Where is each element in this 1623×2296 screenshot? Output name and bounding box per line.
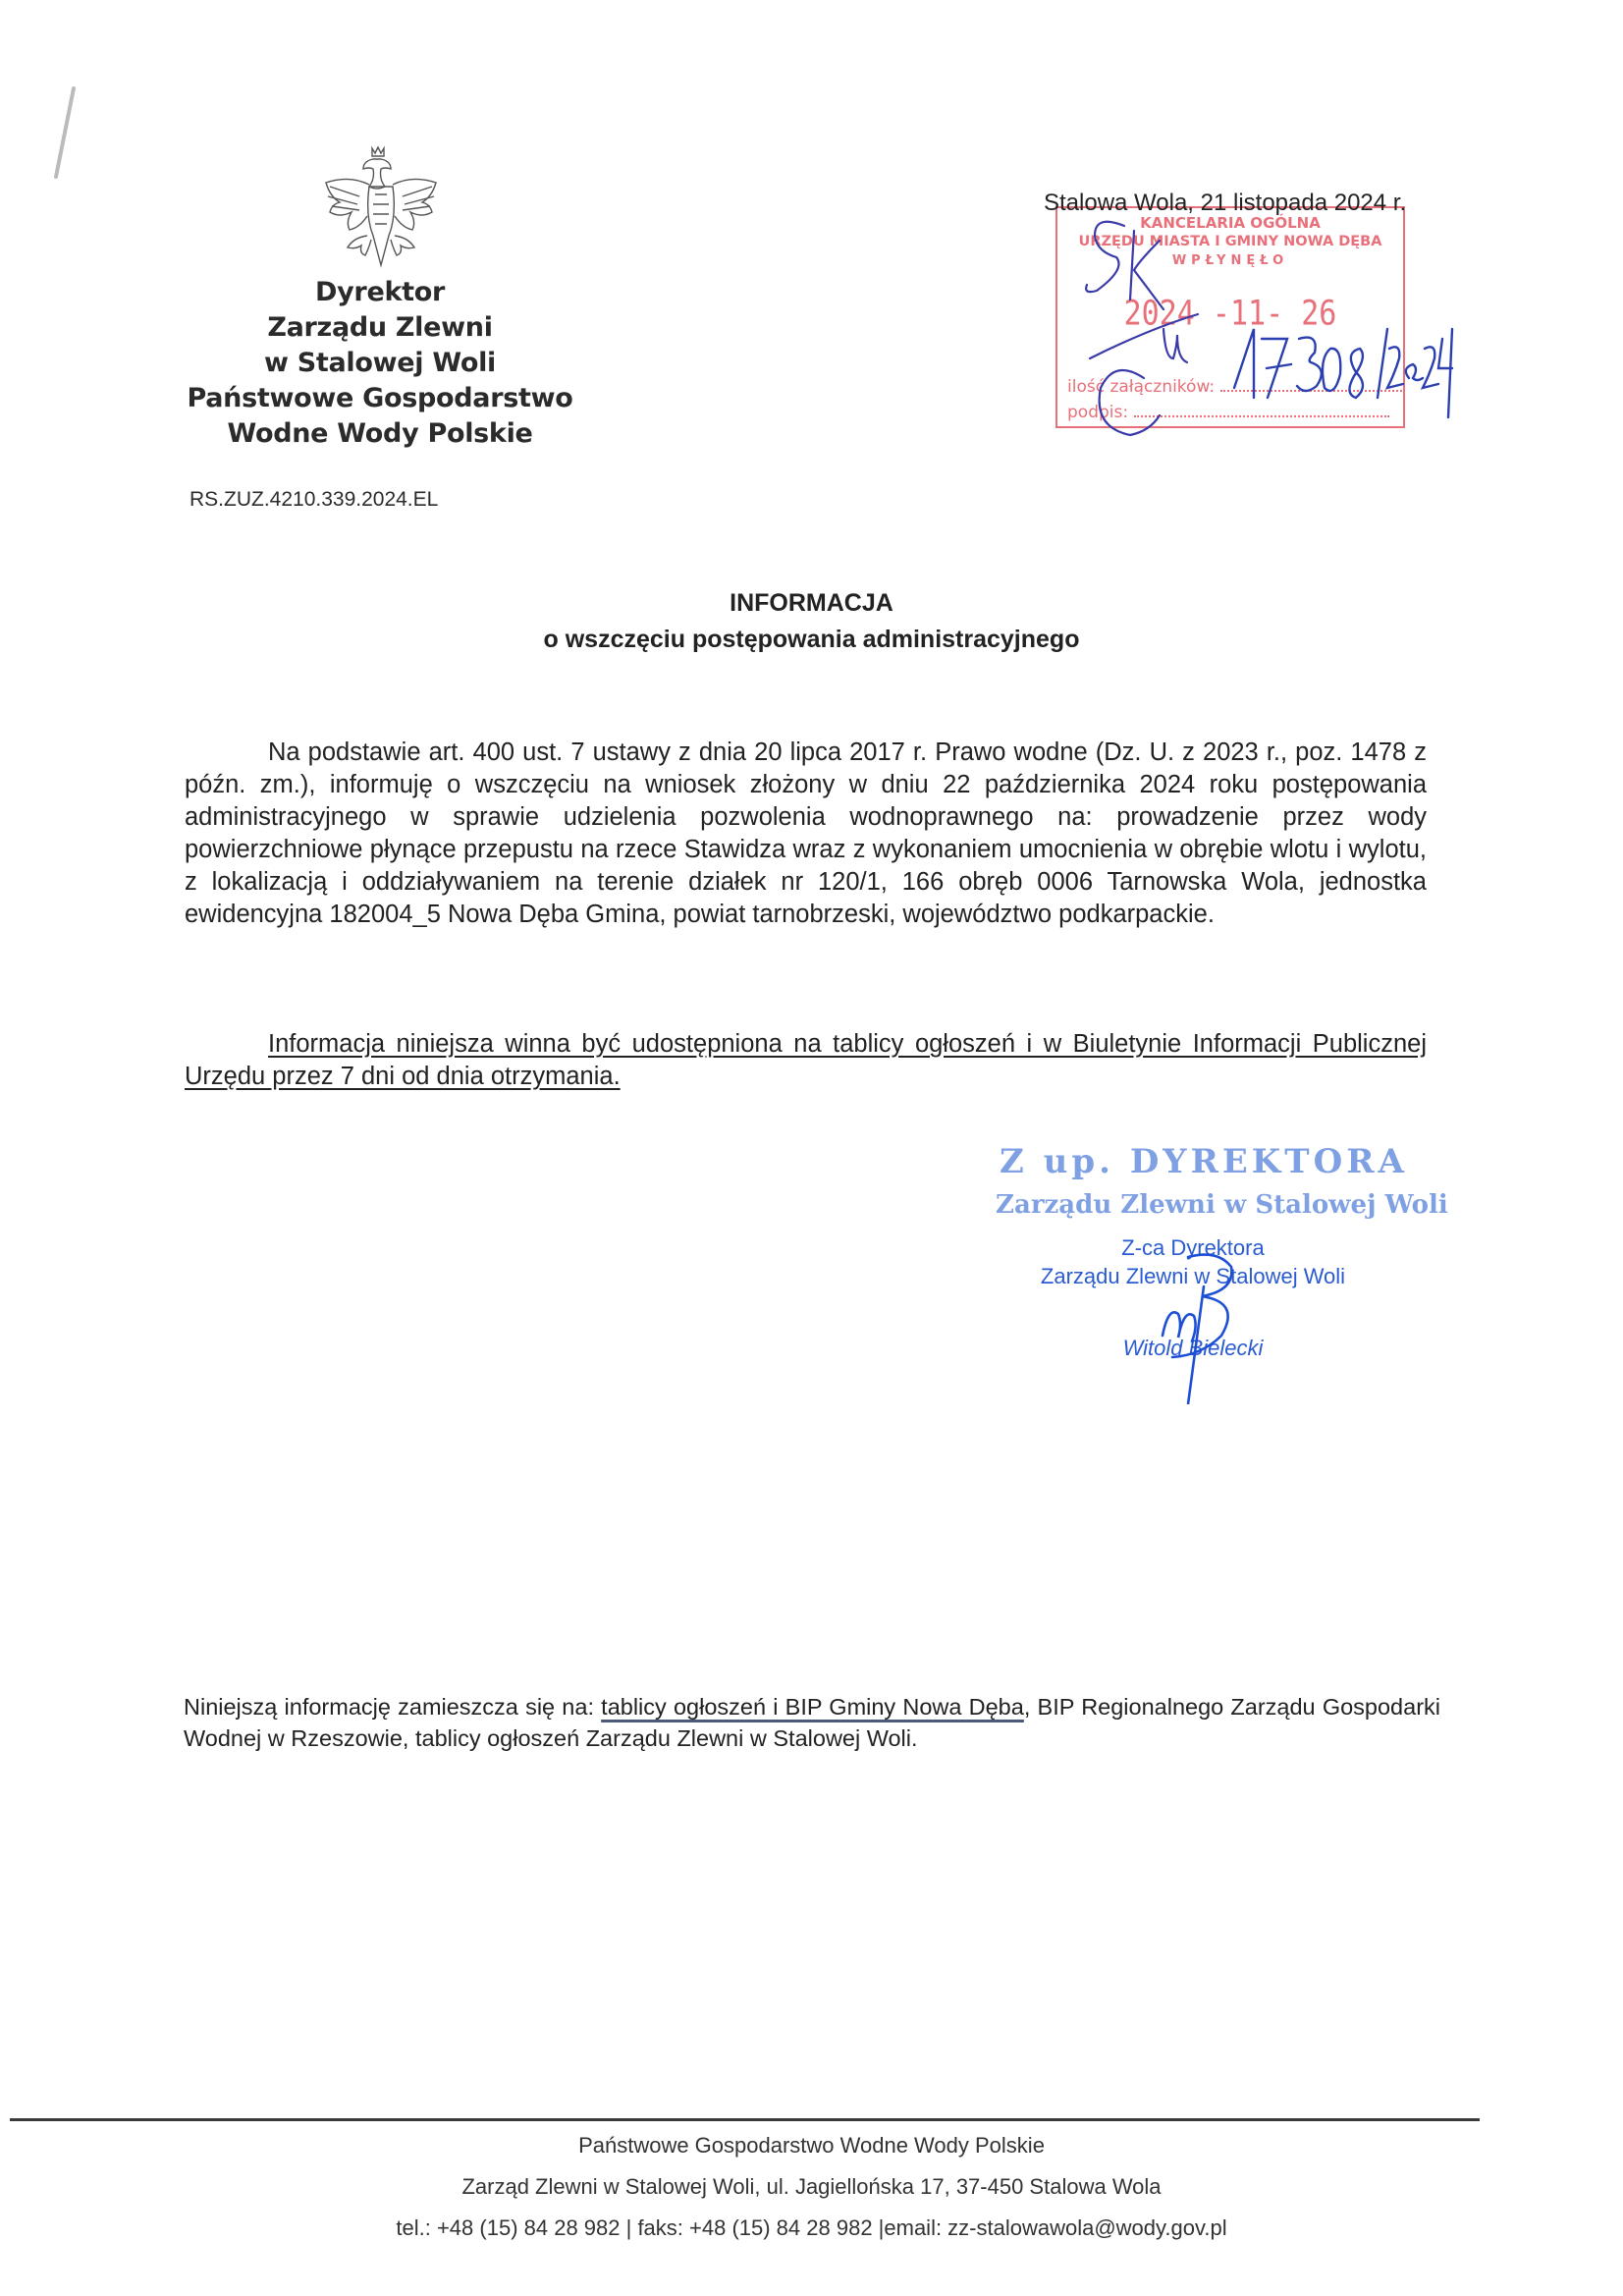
paragraph-2-text: Informacja niniejsza winna być udostępniona na tablicy ogłoszeń i w Biuletynie Informacji Publicznej Urzędu przez 7 dni od dnia otrzymania.	[185, 1030, 1427, 1090]
reference-number: RS.ZUZ.4210.339.2024.EL	[189, 488, 439, 511]
paragraph-1-text: Na podstawie art. 400 ust. 7 ustawy z dnia 20 lipca 2017 r. Prawo wodne (Dz. U. z 2023 r., poz. 1478 z późn. zm.), informuję o wszczęciu na wniosek złożony w dniu 22 października 2024 roku postępowania administracyjnego w sprawie udzielenia pozwolenia wodnoprawnego na: prowadzenie przez wody powierzchniowe płynące przepustu na rzece Stawidza wraz z wykonaniem umocnienia w obrębie wlotu i wylotu, z lokalizacją i oddziaływaniem na terenie działek nr 120/1, 166 obręb 0006 Tarnowska Wola, jednostka ewidencyjna 182004_5 Nowa Dęba Gmina, powiat tarnobrzeski, województwo podkarpackie.	[185, 738, 1427, 928]
stamp-date: 2024 -11- 26	[1123, 294, 1337, 334]
signatory-name: Witold Bielecki	[1122, 1336, 1264, 1360]
issuer-line: Państwowe Gospodarstwo	[187, 383, 573, 413]
signature-label: podpis:	[1067, 403, 1129, 422]
document-subtitle: o wszczęciu postępowania administracyjnego	[543, 626, 1080, 653]
attachments-label: ilość załączników:	[1067, 377, 1216, 397]
body-paragraph-1	[185, 737, 1427, 931]
handwritten-annotations	[1065, 201, 1458, 437]
handwritten-signature	[1139, 1247, 1276, 1404]
document-title: INFORMACJA	[730, 589, 893, 617]
issuer-line: Zarządu Zlewni	[267, 312, 493, 343]
signatory-role: Z-ca Dyrektora	[1121, 1235, 1265, 1260]
footer-divider	[10, 2118, 1480, 2121]
stamp-line-2: URZĘDU MIASTA I GMINY NOWA DĘBA	[1078, 234, 1382, 249]
issuer-line: w Stalowej Woli	[263, 348, 496, 378]
place-date: Stalowa Wola, 21 listopada 2024 r.	[1044, 190, 1407, 216]
signatory-org: Zarządu Zlewni w Stalowej Woli	[1040, 1264, 1346, 1288]
footer-line-1: Państwowe Gospodarstwo Wodne Wody Polskie	[578, 2133, 1045, 2158]
signature-stamp-line-2: Zarządu Zlewni w Stalowej Woli	[996, 1190, 1448, 1220]
distribution-prefix: Niniejszą informację zamieszcza się na:	[184, 1694, 602, 1720]
stamp-line-1: KANCELARIA OGÓLNA	[1140, 214, 1321, 232]
footer-line-3: tel.: +48 (15) 84 28 982 | faks: +48 (15) 84 28 982 |email: zz-stalowawola@wody.gov.pl	[396, 2215, 1227, 2240]
distribution-note	[184, 1691, 1440, 1754]
stamp-line-3: WPŁYNĘŁO	[1171, 253, 1289, 268]
issuer-block	[169, 275, 591, 452]
distribution-highlight: tablicy ogłoszeń i BIP Gminy Nowa Dęba	[601, 1694, 1024, 1720]
body-paragraph-2	[185, 1028, 1427, 1093]
staple-mark	[44, 79, 83, 196]
footer-line-2: Zarząd Zlewni w Stalowej Woli, ul. Jagiellońska 17, 37-450 Stalowa Wola	[461, 2174, 1162, 2199]
signature-stamp-line-1: Z up. DYREKTORA	[1000, 1142, 1408, 1181]
polish-eagle-emblem-icon	[316, 145, 446, 273]
issuer-line: Dyrektor	[315, 277, 445, 307]
distribution-suffix: , BIP Regionalnego Zarządu Gospodarki Wodnej w Rzeszowie, tablicy ogłoszeń Zarządu Zlewni w Stalowej Woli.	[184, 1694, 1440, 1751]
issuer-line: Wodne Wody Polskie	[227, 418, 533, 449]
